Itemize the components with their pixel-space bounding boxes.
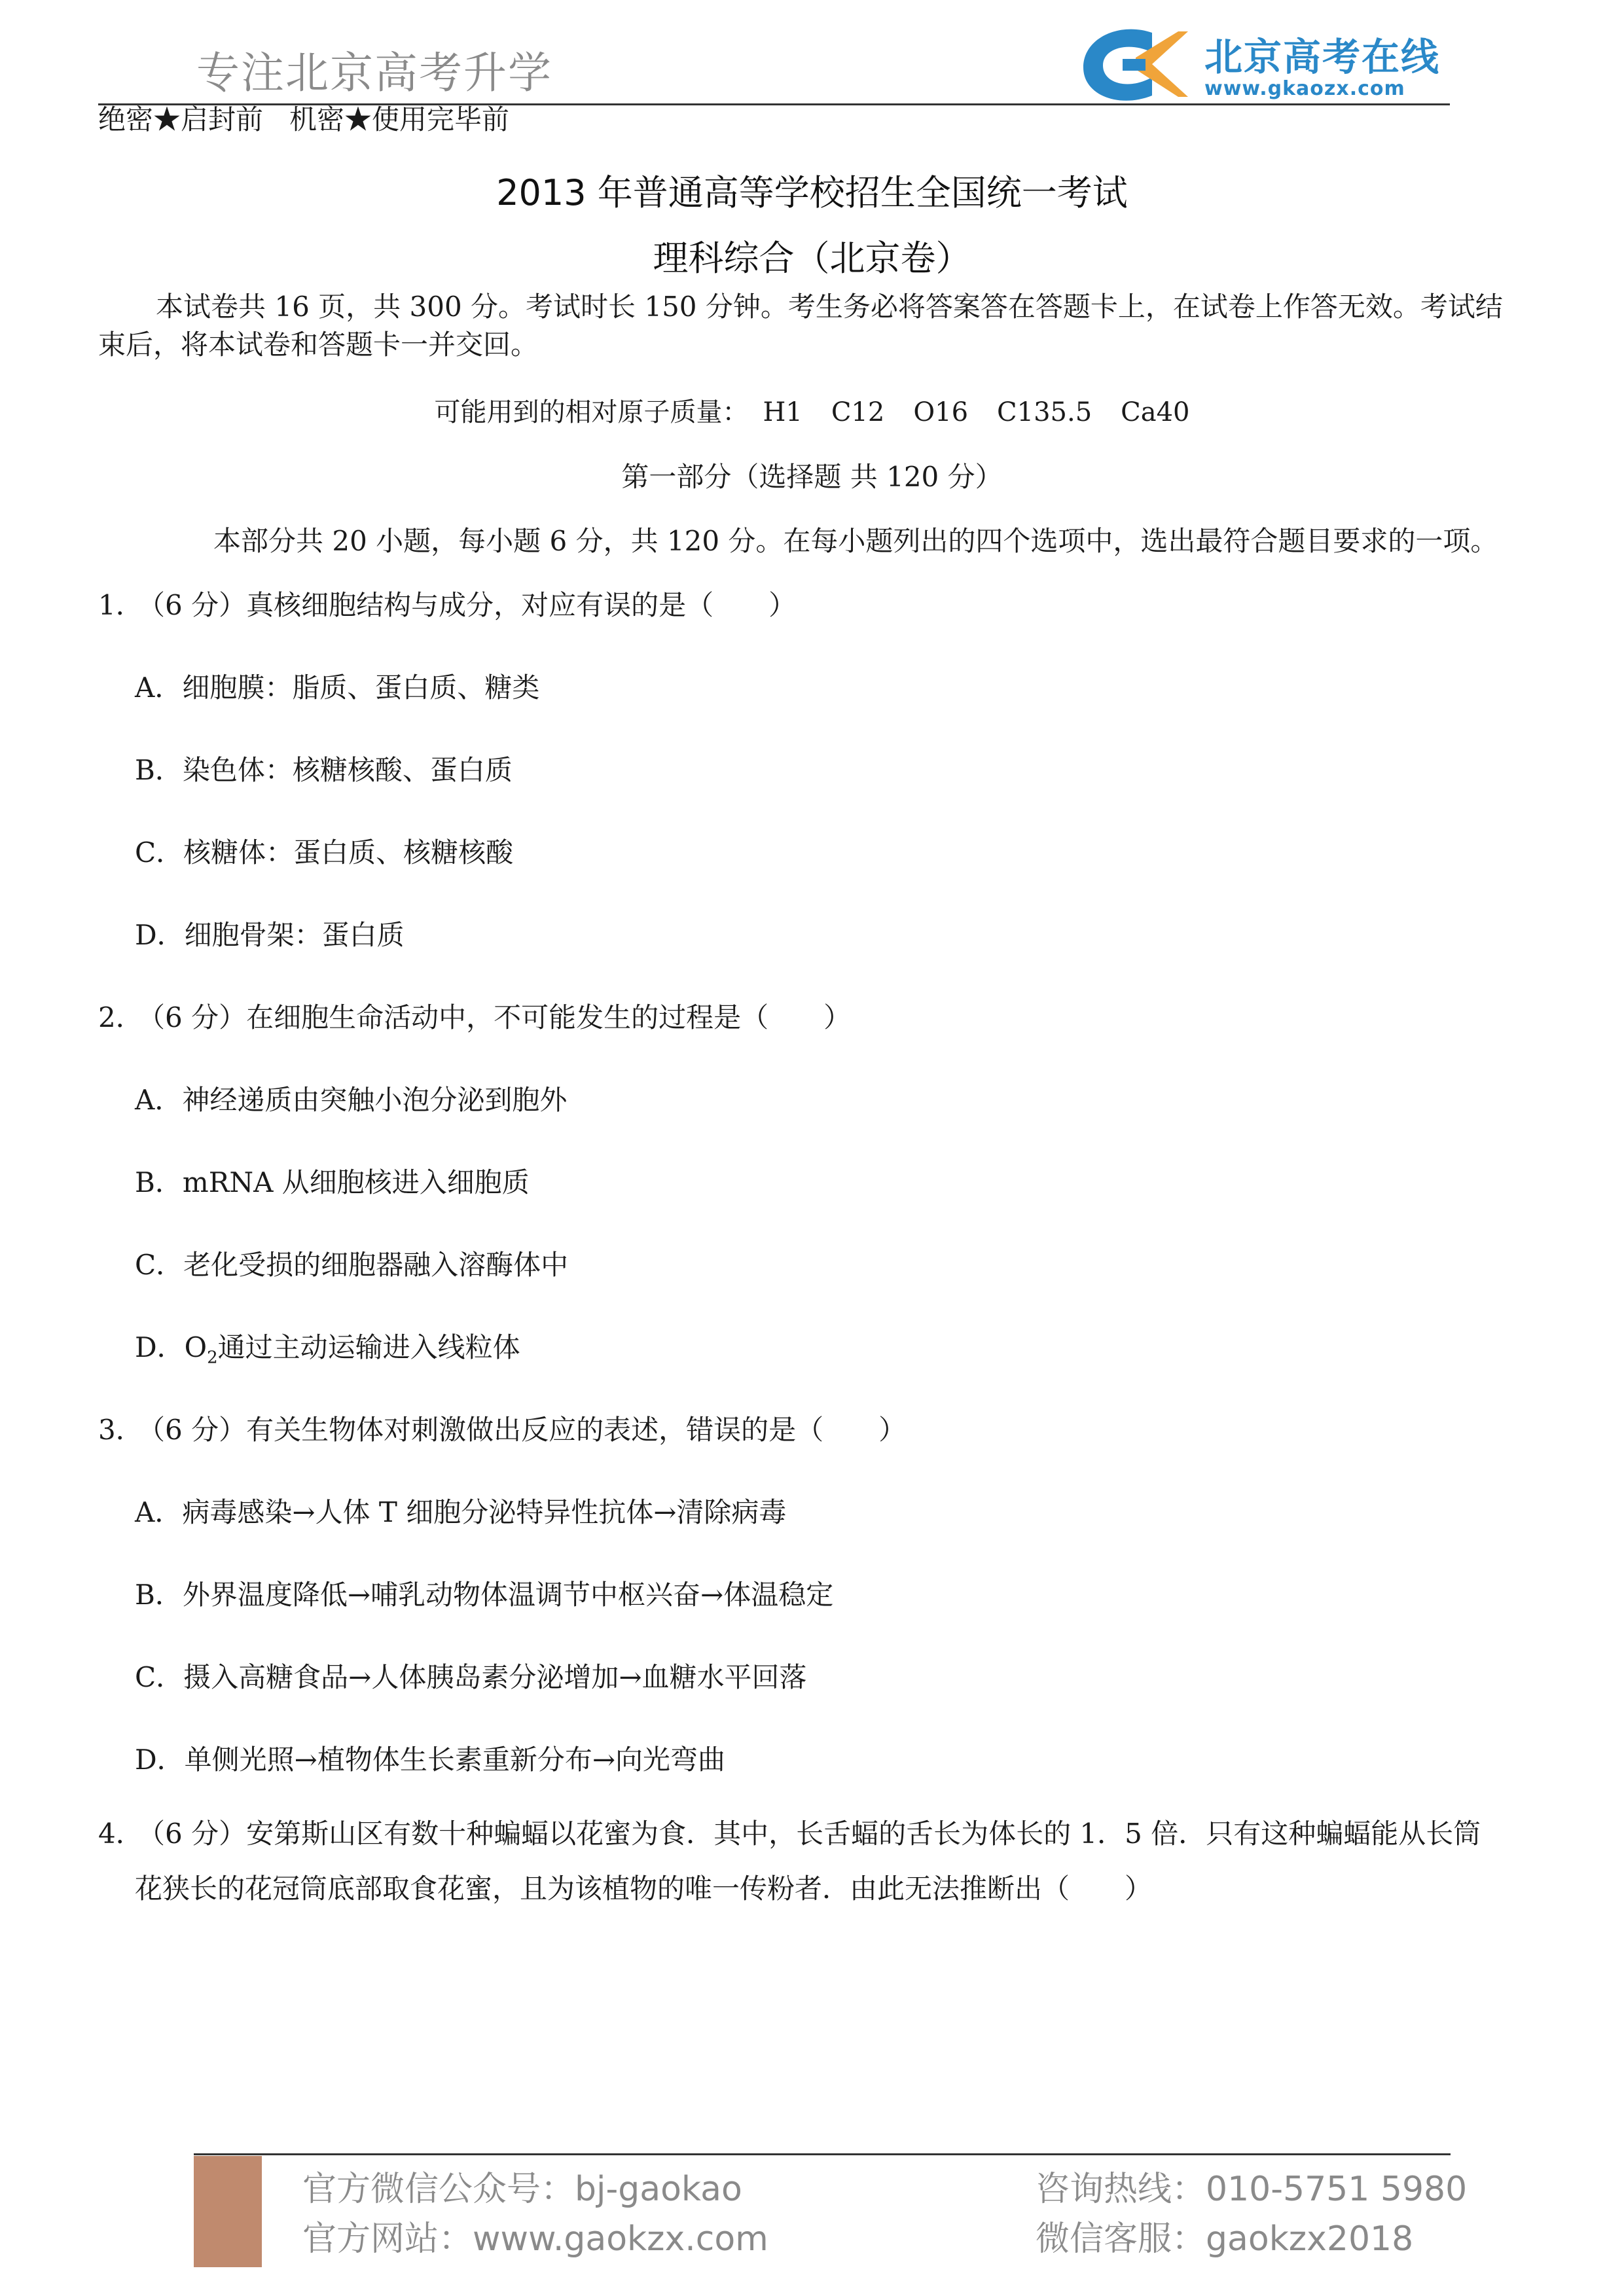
question-stem-line-2: 花狭长的花冠筒底部取食花蜜，且为该植物的唯一传粉者．由此无法推断出（ ） bbox=[135, 1873, 1153, 1905]
question-2 bbox=[98, 996, 851, 1035]
q1-option-a: A．细胞膜：脂质、蛋白质、糖类 bbox=[135, 672, 540, 704]
q3-option-c: C．摄入高糖食品→人体胰岛素分泌增加→血糖水平回落 bbox=[135, 1661, 807, 1693]
q1-option-b: B．染色体：核糖核酸、蛋白质 bbox=[135, 754, 513, 786]
exam-subtitle: 理科综合（北京卷） bbox=[653, 238, 971, 279]
q2-option-c: C．老化受损的细胞器融入溶酶体中 bbox=[135, 1249, 569, 1281]
atomic-mass-item: O16 bbox=[913, 397, 969, 427]
confidential-marks bbox=[98, 98, 535, 137]
exam-title: 2013 年普通高等学校招生全国统一考试 bbox=[496, 172, 1128, 213]
logo-name: 北京高考在线 bbox=[1204, 35, 1441, 79]
q3-option-d: D．单侧光照→植物体生长素重新分布→向光弯曲 bbox=[135, 1744, 726, 1776]
question-number: 4． bbox=[98, 1818, 143, 1850]
q2-option-d-subscript: 2 bbox=[207, 1348, 218, 1368]
footer-divider bbox=[194, 2153, 1451, 2155]
gk-logo-icon bbox=[1074, 18, 1191, 110]
question-4 bbox=[98, 1806, 1525, 1916]
atomic-mass-item: C135.5 bbox=[997, 397, 1092, 427]
question-number: 1． bbox=[98, 589, 143, 621]
q1-option-d: D．细胞骨架：蛋白质 bbox=[135, 919, 405, 951]
exam-instructions: 本试卷共 16 页，共 300 分。考试时长 150 分钟。考生务必将答案答在答题卡上，在试卷上作答无效。考试结束后，将本试卷和答题卡一并交回。 bbox=[98, 291, 1503, 361]
q3-option-a: A．病毒感染→人体 T 细胞分泌特异性抗体→清除病毒 bbox=[135, 1496, 787, 1528]
atomic-masses-label: 可能用到的相对原子质量： bbox=[434, 397, 749, 427]
footer-hotline: 咨询热线：010-5751 5980 bbox=[1036, 2170, 1468, 2209]
question-stem: （6 分）有关生物体对刺激做出反应的表述，错误的是（ ） bbox=[137, 1414, 907, 1446]
q1-option-c: C．核糖体：蛋白质、核糖核酸 bbox=[135, 836, 514, 869]
atomic-mass-item: Ca40 bbox=[1121, 397, 1190, 427]
question-stem-line-1: （6 分）安第斯山区有数十种蝙蝠以花蜜为食．其中，长舌蝠的舌长为体长的 1．5 倍．只有这种蝙蝠能从长筒 bbox=[137, 1818, 1481, 1850]
q3-option-b: B．外界温度降低→哺乳动物体温调节中枢兴奋→体温稳定 bbox=[135, 1579, 834, 1611]
footer-accent-bar bbox=[194, 2156, 262, 2267]
footer-website[interactable]: 官方网站：www.gaokzx.com bbox=[302, 2219, 768, 2259]
q2-option-a: A．神经递质由突触小泡分泌到胞外 bbox=[135, 1084, 568, 1116]
question-1 bbox=[98, 584, 796, 623]
question-stem: （6 分）在细胞生命活动中，不可能发生的过程是（ ） bbox=[137, 1001, 852, 1033]
question-number: 3． bbox=[98, 1414, 143, 1446]
q2-option-d-text: 通过主动运输进入线粒体 bbox=[217, 1331, 520, 1363]
part-title: 第一部分（选择题 共 120 分） bbox=[621, 461, 1003, 493]
header-slogan: 专注北京高考升学 bbox=[196, 48, 552, 98]
brand-logo[interactable] bbox=[1074, 18, 1466, 110]
footer-service: 微信客服：gaokzx2018 bbox=[1036, 2219, 1414, 2259]
question-stem: （6 分）真核细胞结构与成分，对应有误的是（ ） bbox=[137, 589, 797, 621]
atomic-mass-item: C12 bbox=[831, 397, 885, 427]
confidential-right: 机密★使用完毕前 bbox=[289, 103, 510, 135]
q2-option-d bbox=[135, 1326, 520, 1367]
footer-wechat: 官方微信公众号：bj-gaokao bbox=[302, 2170, 742, 2209]
logo-url: www.gkaozx.com bbox=[1204, 77, 1405, 100]
atomic-masses bbox=[0, 391, 1624, 429]
part-intro: 本部分共 20 小题，每小题 6 分，共 120 分。在每小题列出的四个选项中，选出最符合题目要求的一项。 bbox=[213, 525, 1498, 557]
q2-option-b: B．mRNA 从细胞核进入细胞质 bbox=[135, 1166, 530, 1198]
question-number: 2． bbox=[98, 1001, 143, 1033]
q2-option-d-prefix: D．O bbox=[135, 1331, 208, 1363]
atomic-mass-item: H1 bbox=[763, 397, 803, 427]
confidential-left: 绝密★启封前 bbox=[98, 103, 264, 135]
question-3 bbox=[98, 1408, 906, 1448]
